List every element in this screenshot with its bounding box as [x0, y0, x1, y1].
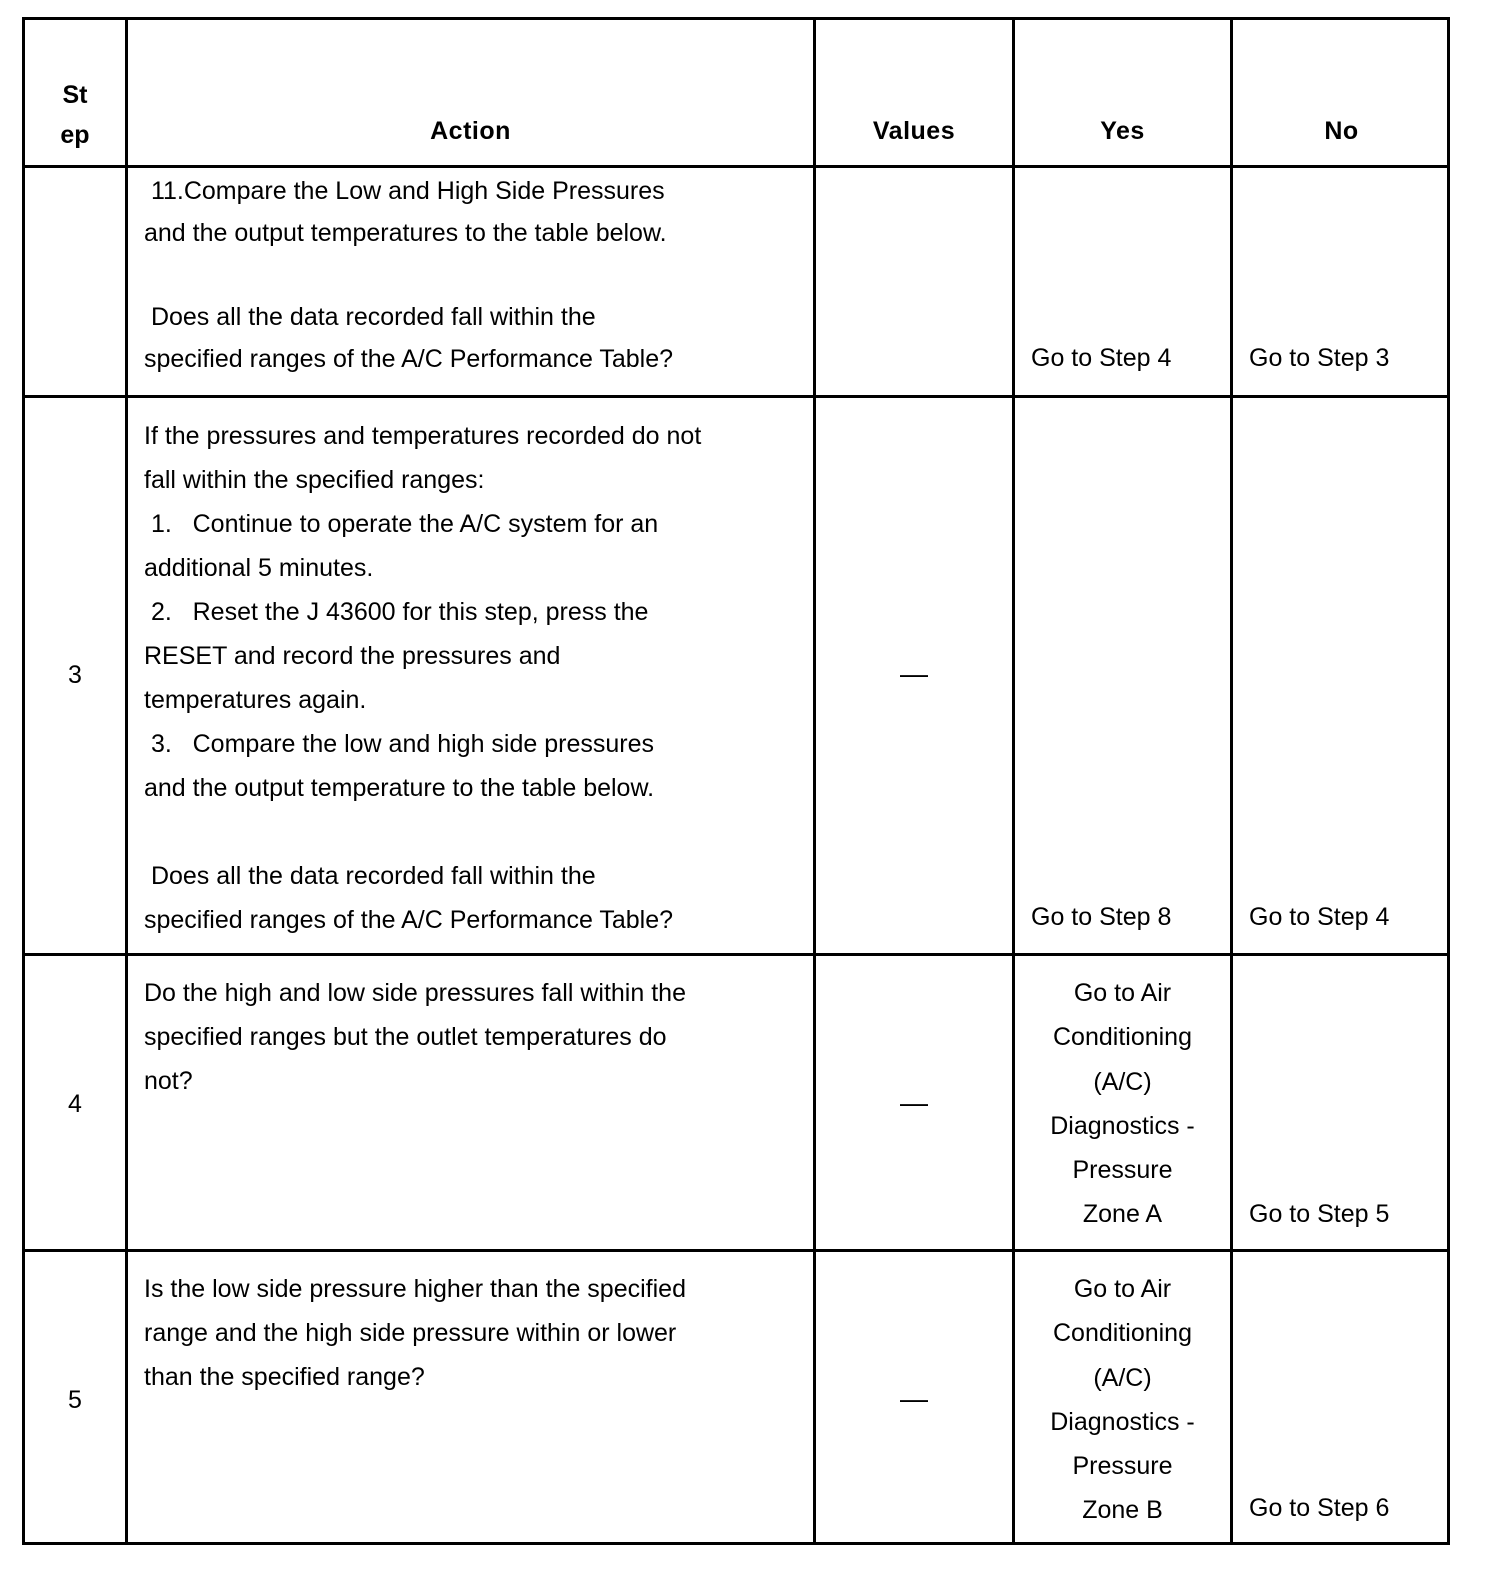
step-cell — [25, 956, 128, 1249]
header-values: Values — [872, 117, 956, 145]
table-row — [25, 1252, 1447, 1545]
values-dash: — — [900, 1087, 928, 1118]
header-step: St ep — [60, 81, 90, 149]
step-cell — [25, 168, 128, 395]
yes-cell — [1015, 956, 1233, 1249]
yes-cell — [1015, 398, 1233, 953]
no-goto: Go to Step 5 — [1249, 1200, 1390, 1228]
no-goto: Go to Step 4 — [1249, 903, 1390, 931]
no-cell — [1233, 956, 1450, 1249]
table-row — [25, 956, 1447, 1252]
yes-goto-link[interactable]: Go to Air Conditioning (A/C) Diagnostics - Pressure Zone B — [1050, 1275, 1195, 1525]
action-cell — [128, 168, 816, 395]
action-text: Do the high and low side pressures fall within the specified ranges but the outlet temperatures do not? — [144, 979, 686, 1095]
table-row — [25, 398, 1447, 956]
no-cell — [1233, 398, 1450, 953]
yes-goto-link[interactable]: Go to Air Conditioning (A/C) Diagnostics - Pressure Zone A — [1050, 979, 1195, 1229]
action-cell — [128, 956, 816, 1249]
step-cell — [25, 398, 128, 953]
header-yes-cell — [1015, 20, 1233, 165]
header-no-cell — [1233, 20, 1450, 165]
diagnostic-table — [22, 17, 1450, 1545]
no-cell — [1233, 1252, 1450, 1545]
values-dash: — — [900, 1383, 928, 1414]
header-yes: Yes — [1100, 117, 1145, 145]
header-step-cell — [25, 20, 128, 165]
header-action: Action — [430, 117, 511, 145]
no-cell — [1233, 168, 1450, 395]
yes-cell — [1015, 1252, 1233, 1545]
action-cell — [128, 398, 816, 953]
step-number: 4 — [68, 1090, 82, 1118]
values-cell — [816, 1252, 1015, 1545]
no-goto: Go to Step 3 — [1249, 344, 1390, 372]
table-header-row — [25, 20, 1447, 168]
step-number: 3 — [68, 661, 82, 689]
step-cell — [25, 1252, 128, 1545]
values-cell — [816, 398, 1015, 953]
action-text: Is the low side pressure higher than the specified range and the high side pressure within or lower than the specified range? — [144, 1275, 686, 1391]
values-dash: — — [900, 658, 928, 689]
header-values-cell — [816, 20, 1015, 165]
table-row — [25, 168, 1447, 398]
values-cell — [816, 956, 1015, 1249]
values-cell — [816, 168, 1015, 395]
header-action-cell — [128, 20, 816, 165]
action-cell — [128, 1252, 816, 1545]
yes-goto: Go to Step 4 — [1031, 344, 1172, 372]
yes-cell — [1015, 168, 1233, 395]
step-number: 5 — [68, 1386, 82, 1414]
action-text: If the pressures and temperatures recorded do not fall within the specified ranges: 1. Continue to operate the A/C system for an additional 5 minutes. 2. Reset the J 43600 for this step, press the RESET and record the pressures and temperatures again. 3. Compare the low and high side pressures and the output temperature to the table below. Does all the data recorded fall within the specified ranges of the A/C Performance Table? — [144, 422, 702, 934]
action-text: 11.Compare the Low and High Side Pressures and the output temperatures to the table below. Does all the data recorded fall within the specified ranges of the A/C Performance Table? — [144, 177, 674, 373]
header-no: No — [1324, 117, 1359, 145]
no-goto: Go to Step 6 — [1249, 1494, 1390, 1522]
yes-goto: Go to Step 8 — [1031, 903, 1172, 931]
